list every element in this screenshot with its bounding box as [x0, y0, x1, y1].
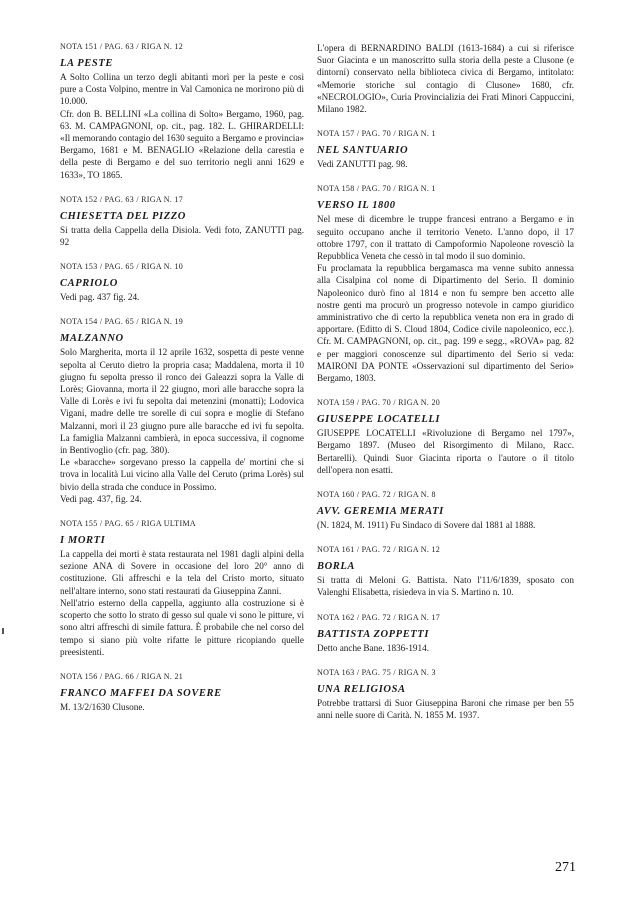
note-title: BORLA — [317, 561, 356, 573]
note-reference: NOTA 151 / PAG. 63 / RIGA N. 12 — [60, 42, 184, 51]
right-column — [317, 42, 574, 735]
note-entry — [317, 42, 574, 115]
note-title: CHIESETTA DEL PIZZO — [60, 210, 186, 222]
note-reference: NOTA 161 / PAG. 72 / RIGA N. 12 — [317, 545, 441, 555]
note-paragraph: Nel mese di dicembre le truppe francesi entrano a Bergamo e in seguito occupano anche il territorio Veneto. L'anno dopo, il 17 ottobre 1797, con il trattato di Campoformio Napoleone rovesciò la Repubblica Veneta che cessò in tal modo il suo dominio. — [317, 214, 574, 262]
note-reference: NOTA 155 / PAG. 65 / RIGA ULTIMA — [60, 519, 196, 529]
note-entry — [60, 195, 304, 248]
note-title: FRANCO MAFFEI DA SOVERE — [60, 687, 222, 699]
note-title: GIUSEPPE LOCATELLI — [317, 414, 441, 426]
scan-edge-mark — [2, 628, 4, 634]
note-reference: NOTA 163 / PAG. 75 / RIGA N. 3 — [317, 667, 436, 677]
note-body — [317, 427, 574, 476]
note-entry — [317, 545, 574, 598]
note-entry — [317, 490, 574, 531]
note-paragraph: L'opera di BERNARDINO BALDI (1613-1684) a cui si riferisce Suor Giacinta e un manoscritto sulla storia della peste a Clusone (e dintorni) conservato nella biblioteca civica di Bergamo, intitolato: «Memorie storiche sul contagio di Clusone» 1680, cfr. «NECROLOGIO», Curia Provincializia dei Frati Minori Cappuccini, Milano 1982. — [317, 43, 574, 115]
note-entry — [317, 398, 574, 476]
note-body — [60, 346, 304, 505]
note-entry — [317, 184, 574, 384]
note-body — [317, 574, 574, 598]
note-body — [60, 548, 304, 658]
note-body — [60, 701, 304, 713]
note-paragraph: Vedi pag. 437, fig. 24. — [60, 493, 142, 504]
note-paragraph: GIUSEPPE LOCATELLI «Rivoluzione di Bergamo nel 1797», Bergamo 1897. (Museo del Risorgimento di Milano, Racc. Bertarelli). Quindi Suor Giacinta riporta o l'autore o il titolo dell'opera non esatti. — [317, 428, 574, 475]
note-entry — [60, 672, 304, 713]
note-paragraph: Nell'atrio esterno della cappella, aggiunto alla costruzione si è scoperto che sotto lo strato di gesso sul quale vi sono le pitture, vi sono altri affreschi di simile fattura. È probabile che nel corso del tempo si siano più volte rifatte le pitture ricopiando quelle preesistenti. — [60, 597, 304, 657]
note-paragraph: M. 13/2/1630 Clusone. — [60, 701, 145, 712]
note-entry — [60, 42, 304, 181]
left-column — [60, 42, 304, 727]
note-paragraph: Fu proclamata la repubblica bergamasca ma venne subito annessa alla Cisalpina col nome di Dipartimento del Serio. Il dominio Napoleonico durò fino al 1814 e non fu sempre ben accetto alle nostre genti ma procurò un progresso notevole in campo giuridico amministrativo che di certo la repubblica veneta non era in grado di apportare. (Editto di S. Cloud 1804, Codice civile napoleonico, ecc.). Cfr. M. CAMPAGNONI, op. cit., pag. 199 e segg., «ROVA» pag. 82 e per maggiori conoscenze sul dipartimento del Serio si veda: MAIRONI DA PONTE «Osservazioni sul dipartimento del Serio» Bergamo, 1803. — [317, 263, 574, 384]
note-paragraph: A Solto Collina un terzo degli abitanti morì per la peste e così pure a Costa Volpino, mentre in Val Camonica ne morirono più di 10.000. — [60, 72, 304, 107]
note-entry — [317, 613, 574, 654]
note-title: MALZANNO — [60, 333, 124, 345]
note-entry — [60, 317, 304, 505]
note-title: I MORTI — [60, 535, 106, 547]
note-body — [60, 291, 304, 303]
note-body — [317, 213, 574, 384]
note-body — [317, 519, 574, 531]
note-body — [317, 158, 574, 170]
note-entry — [317, 668, 574, 721]
note-reference: NOTA 158 / PAG. 70 / RIGA N. 1 — [317, 184, 436, 194]
note-reference: NOTA 157 / PAG. 70 / RIGA N. 1 — [317, 129, 436, 139]
note-paragraph: (N. 1824, M. 1911) Fu Sindaco di Sovere dal 1881 al 1888. — [317, 520, 536, 531]
note-title: NEL SANTUARIO — [317, 145, 409, 157]
note-body — [60, 71, 304, 181]
note-reference: NOTA 152 / PAG. 63 / RIGA N. 17 — [60, 194, 184, 204]
note-entry — [60, 262, 304, 303]
note-paragraph: Potrebbe trattarsi di Suor Giuseppina Baroni che rimase per ben 55 anni nelle suore di Carità. N. 1855 M. 1937. — [317, 697, 574, 721]
note-paragraph: Cfr. don B. BELLINI «La collina di Solto» Bergamo, 1960, pag. 63. M. CAMPAGNONI, op. cit., pag. 182. L. GHIRARDELLI: «Il memorando contagio del 1630 seguito a Bergamo e provincia» Bergamo, 1681 e M. BENAGLIO «Relazione della carestia e della peste di Bergamo e del suo territorio negli anni 1629 e 1633», TO 1865. — [60, 108, 304, 180]
note-body — [317, 697, 574, 721]
note-reference: NOTA 159 / PAG. 70 / RIGA N. 20 — [317, 398, 441, 408]
note-paragraph: Le «baracche» sorgevano presso la cappella de' mortini che si trova in località Lui vicino alla Valle del Ceruto (prima Lorès) sul bivio della strada che conduce in Possimo. — [60, 457, 304, 492]
note-title: CAPRIOLO — [60, 278, 118, 290]
note-paragraph: Vedi pag. 437 fig. 24. — [60, 292, 140, 303]
note-paragraph: Vedi ZANUTTI pag. 98. — [317, 159, 408, 170]
note-title: AVV. GEREMIA MERATI — [317, 506, 444, 518]
note-title: UNA RELIGIOSA — [317, 683, 406, 695]
note-reference: NOTA 154 / PAG. 65 / RIGA N. 19 — [60, 317, 184, 327]
note-paragraph: Si tratta della Cappella della Disiola. Vedi foto, ZANUTTI pag. 92 — [60, 224, 304, 248]
note-title: BATTISTA ZOPPETTI — [317, 628, 430, 640]
note-body — [317, 42, 574, 115]
note-reference: NOTA 160 / PAG. 72 / RIGA N. 8 — [317, 490, 436, 500]
note-entry — [317, 129, 574, 170]
note-entry — [60, 519, 304, 658]
page-number: 271 — [555, 860, 576, 875]
note-body — [60, 224, 304, 248]
note-title: VERSO IL 1800 — [317, 200, 396, 212]
note-body — [317, 642, 574, 654]
note-paragraph: La cappella dei morti è stata restaurata nel 1981 dagli alpini della sezione ANA di Sovere in occasione del loro 20° anno di costituzione. Gli affreschi e la tela del Cristo morto, situato nell'altare interno, sono stati restaurati da Giuseppina Zanni. — [60, 549, 304, 596]
note-title: LA PESTE — [60, 58, 113, 69]
note-paragraph: Si tratta di Meloni G. Battista. Nato l'11/6/1839, sposato con Valenghi Elisabetta, risiedeva in via S. Martino n. 10. — [317, 575, 574, 598]
note-reference: NOTA 153 / PAG. 65 / RIGA N. 10 — [60, 262, 184, 272]
note-reference: NOTA 156 / PAG. 66 / RIGA N. 21 — [60, 671, 184, 681]
note-paragraph: Solo Margherita, morta il 12 aprile 1632, sospetta di peste venne sepolta al Ceruto dietro la propria casa; Maddalena, morta il 10 giugno fu sepolta presso il ronco dei Galeazzi sopra la Valle di Lorès; Giovanna, morta il 22 giugno, morì alle baracche sopra la Valle di Lorès e ivi fu sepolta dai metenzini (monatti); Lodovica Vigani, madre delle tre sorelle di cui sopra e moglie di Stefano Malzanni, morì il 23 giugno pure alle baracche ed ivi fu sepolta. La famiglia Malzanni cambierà, in epoca successiva, il cognome in Bentivoglio (cfr. pag. 380). — [60, 347, 304, 456]
note-reference: NOTA 162 / PAG. 72 / RIGA N. 17 — [317, 612, 441, 622]
note-paragraph: Detto anche Bane. 1836-1914. — [317, 642, 430, 653]
